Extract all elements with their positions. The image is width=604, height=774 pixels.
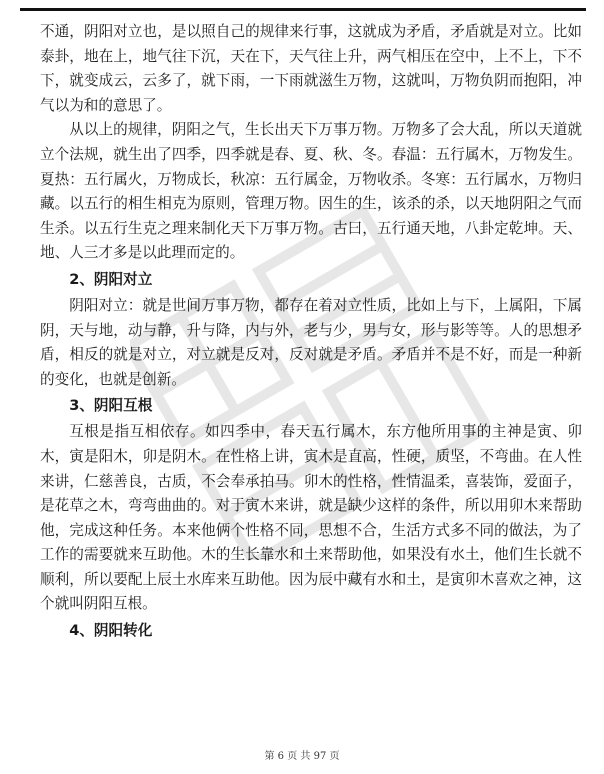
- section-heading: 4、阴阳转化: [69, 622, 153, 640]
- section-heading: 2、阴阳对立: [69, 270, 153, 288]
- section-heading: 3、阴阳互根: [69, 397, 153, 415]
- body-paragraph: 互根是指互相依存。如四季中，春天五行属木，东方他所用事的主神是寅、卯木，寅是阳木，卯是阴木。在性格上讲，寅木是直高，性硬，质坚，不弯曲。在人性来讲，仁慈善良，古质，不会奉承拍马。卯木的性格，性情温柔，喜装饰，爱面子，是花草之木，弯弯曲曲的。对于寅木来讲，就是缺少这样的条件，所以用卯木来帮助他，完成这种任务。本来他俩个性格不同，思想不合，生活方式多不同的做法，为了工作的需要就来互助他。木的生长靠水和土来帮助他，如果没有水土，他们生长就不顺利，所以要配上辰土水库来互助他。因为辰中藏有水和土，是寅卯木喜欢之神，这个就叫阴阳互根。: [40, 423, 582, 613]
- header-rule: [20, 8, 586, 11]
- body-paragraph: 不通，阴阳对立也，是以照自己的规律来行事，这就成为矛盾，矛盾就是对立。比如泰卦，地在上，地气往下沉，天在下，天气往上升，两气相压在空中，上不上，下不下，就变成云，云多了，就下雨，一下雨就滋生万物，这就叫，万物负阴而抱阳，冲气以为和的意思了。: [40, 23, 582, 114]
- body-paragraph: 阴阳对立：就是世间万事万物，都存在着对立性质，比如上与下，上属阳，下属阴，天与地，动与静，升与降，内与外，老与少，男与女，形与影等等。人的思想矛盾，相反的就是对立，对立就是反对，反对就是矛盾。矛盾并不是不好，而是一种新的变化，也就是创新。: [40, 296, 582, 388]
- page-footer: 第 6 页 共 97 页: [264, 751, 340, 762]
- document-body: [40, 20, 582, 645]
- body-paragraph: 从以上的规律，阴阳之气，生长出天下万事万物。万物多了会大乱，所以天道就立个法规，就生出了四季，四季就是春、夏、秋、冬。春温：五行属木，万物发生。夏热：五行属火，万物成长，秋凉：五行属金，万物收杀。冬寒：五行属水，万物归藏。以五行的相生相克为原则，管理万物。因生的生，该杀的杀，以天地阴阳之气而生杀。以五行生克之理来制化天下万事万物。古曰，五行通天地，八卦定乾坤。天、地、人三才多是以此理而定的。: [40, 121, 582, 262]
